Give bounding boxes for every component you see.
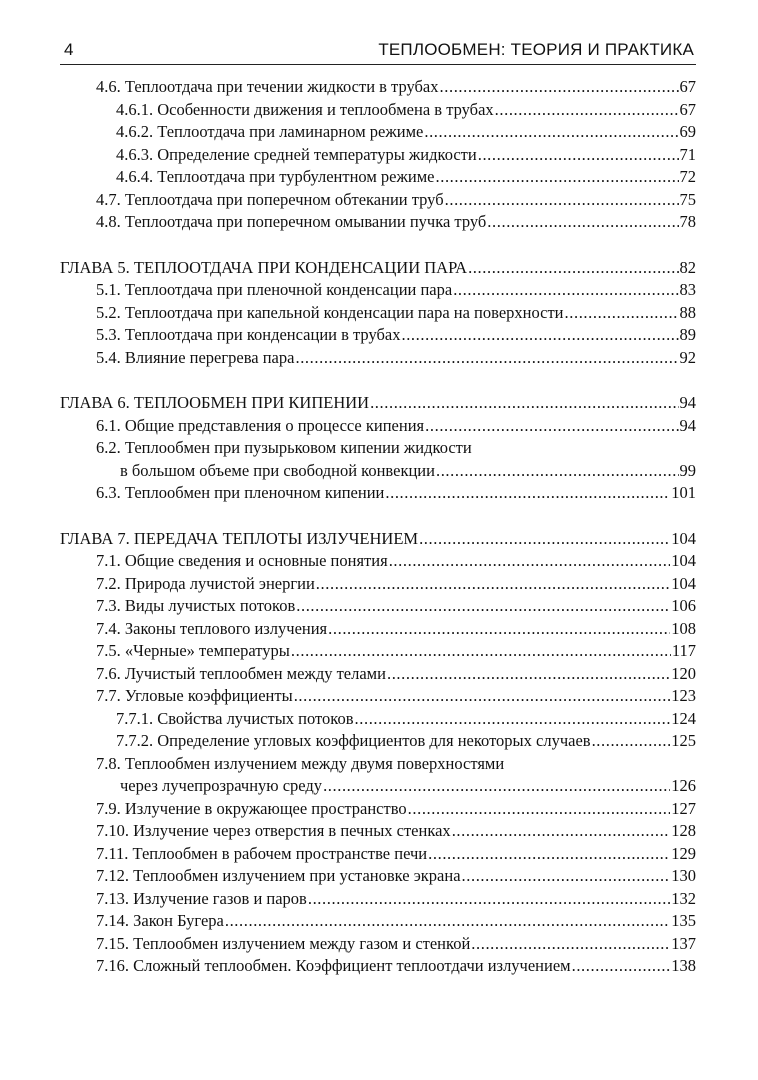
toc-entry-page: 104 xyxy=(671,551,696,570)
leader-dots xyxy=(424,121,678,144)
leader-dots xyxy=(452,820,671,843)
toc-entry-page: 99 xyxy=(679,460,696,480)
toc-chapter xyxy=(60,392,696,415)
toc-entry-title: 7.5. «Черные» температуры xyxy=(96,641,290,660)
leader-dots xyxy=(316,573,670,596)
leader-dots xyxy=(296,595,670,618)
toc-entry-title-line2: в большом объеме при свободной конвекции xyxy=(120,460,435,480)
toc-entry-page: 104 xyxy=(671,573,696,593)
toc-entry-title: 7.7.2. Определение угловых коэффициентов для некоторых случаев xyxy=(116,731,591,750)
leader-dots xyxy=(408,798,671,821)
toc-entry-title: 4.8. Теплоотдача при поперечном омывании пучка труб xyxy=(96,212,487,231)
toc-entry-page: 128 xyxy=(671,821,696,840)
toc-entry-page: 101 xyxy=(671,483,696,502)
spacer xyxy=(60,505,696,528)
page-number: 4 xyxy=(64,40,74,59)
toc-entry xyxy=(60,775,696,798)
toc-entry-title: 5.3. Теплоотдача при конденсации в трубах xyxy=(96,325,401,344)
toc-entry-page: 71 xyxy=(679,144,696,164)
toc-entry xyxy=(60,279,696,302)
toc-chapter xyxy=(60,528,696,551)
toc-entry xyxy=(60,685,696,708)
leader-dots xyxy=(355,708,671,731)
toc-entry xyxy=(60,189,696,212)
toc-entry xyxy=(60,573,696,596)
toc-entry-page: 137 xyxy=(671,933,696,953)
toc-entry-title: 5.1. Теплоотдача при пленочной конденсации пара xyxy=(96,280,453,299)
leader-dots xyxy=(462,865,671,888)
toc-entry-page: 78 xyxy=(679,212,696,231)
leader-dots xyxy=(401,324,678,347)
leader-dots xyxy=(294,685,671,708)
toc-entry-title: 7.13. Излучение газов и паров xyxy=(96,888,307,908)
toc-entry xyxy=(60,798,696,821)
leader-dots xyxy=(487,211,678,234)
toc-entry-page: 108 xyxy=(671,618,696,638)
toc-entry xyxy=(60,933,696,956)
toc-entry-title: 7.6. Лучистый теплообмен между телами xyxy=(96,663,386,683)
toc-entry xyxy=(60,595,696,618)
toc-entry-page: 69 xyxy=(679,122,696,141)
toc-entry-page: 124 xyxy=(671,708,696,728)
toc-entry-title: 7.1. Общие сведения и основные понятия xyxy=(96,551,388,570)
toc-entry-title: 7.7.1. Свойства лучистых потоков xyxy=(116,708,354,728)
toc-entry-page: 75 xyxy=(679,189,696,209)
spacer xyxy=(60,234,696,257)
toc-entry-page: 67 xyxy=(679,99,696,119)
leader-dots xyxy=(436,166,679,189)
leader-dots xyxy=(471,933,670,956)
toc-entry xyxy=(60,820,696,843)
leader-dots xyxy=(387,663,670,686)
leader-dots xyxy=(370,392,678,415)
table-of-contents xyxy=(60,76,696,978)
toc-entry-title: 7.7. Угловые коэффициенты xyxy=(96,686,293,705)
toc-entry xyxy=(60,640,696,663)
running-header xyxy=(60,38,696,65)
toc-entry xyxy=(60,888,696,911)
toc-entry-title-line1: 7.8. Теплообмен излучением между двумя поверхностями xyxy=(96,753,505,773)
toc-entry-title: 6.1. Общие представления о процессе кипения xyxy=(96,415,425,435)
leader-dots xyxy=(572,955,671,978)
leader-dots xyxy=(389,550,671,573)
toc-chapter-title: ГЛАВА 5. ТЕПЛООТДАЧА ПРИ КОНДЕНСАЦИИ ПАРА xyxy=(60,257,468,277)
leader-dots xyxy=(225,910,670,933)
leader-dots xyxy=(445,189,679,212)
toc-entry-page: 129 xyxy=(671,843,696,863)
toc-entry-title: 7.16. Сложный теплообмен. Коэффициент теплоотдачи излучением xyxy=(96,956,571,975)
toc-chapter-title: ГЛАВА 7. ПЕРЕДАЧА ТЕПЛОТЫ ИЗЛУЧЕНИЕМ xyxy=(60,528,419,548)
running-title: ТЕПЛООБМЕН: ТЕОРИЯ И ПРАКТИКА xyxy=(378,40,694,59)
leader-dots xyxy=(436,460,679,483)
toc-entry-page: 132 xyxy=(671,888,696,908)
toc-entry-title: 4.7. Теплоотдача при поперечном обтекании труб xyxy=(96,189,444,209)
toc-entry xyxy=(60,910,696,933)
leader-dots xyxy=(291,640,671,663)
leader-dots xyxy=(328,618,670,641)
toc-entry xyxy=(60,843,696,866)
leader-dots xyxy=(419,528,670,551)
toc-chapter-page: 94 xyxy=(679,393,696,412)
toc-entry xyxy=(60,144,696,167)
toc-chapter-title: ГЛАВА 6. ТЕПЛООБМЕН ПРИ КИПЕНИИ xyxy=(60,393,370,412)
leader-dots xyxy=(592,730,671,753)
leader-dots xyxy=(440,76,679,99)
toc-entry-title: 6.3. Теплообмен при пленочном кипении xyxy=(96,483,385,502)
toc-entry-page: 130 xyxy=(671,866,696,885)
toc-entry-page: 126 xyxy=(671,776,696,795)
toc-entry-title: 5.2. Теплоотдача при капельной конденсации пара на поверхности xyxy=(96,302,564,322)
leader-dots xyxy=(428,843,670,866)
toc-entry xyxy=(60,865,696,888)
toc-entry xyxy=(60,347,696,370)
toc-entry-title: 7.12. Теплообмен излучением при установке экрана xyxy=(96,866,461,885)
toc-entry-page: 88 xyxy=(679,302,696,322)
toc-entry-page: 127 xyxy=(671,798,696,818)
toc-entry xyxy=(60,211,696,234)
toc-entry xyxy=(60,663,696,686)
toc-entry-page: 138 xyxy=(671,956,696,975)
toc-entry-page: 92 xyxy=(679,347,696,367)
toc-entry-title: 7.14. Закон Бугера xyxy=(96,911,224,930)
toc-entry-title: 7.4. Законы теплового излучения xyxy=(96,618,328,638)
toc-entry-page: 67 xyxy=(679,77,696,96)
toc-chapter-page: 82 xyxy=(679,257,696,277)
toc-entry xyxy=(60,302,696,325)
toc-entry xyxy=(60,99,696,122)
toc-entry xyxy=(60,460,696,483)
toc-entry-page: 123 xyxy=(671,686,696,705)
toc-entry-title: 7.11. Теплообмен в рабочем пространстве печи xyxy=(96,843,428,863)
leader-dots xyxy=(308,888,670,911)
toc-entry-page: 83 xyxy=(679,280,696,299)
leader-dots xyxy=(385,482,670,505)
toc-entry-title: 5.4. Влияние перегрева пара xyxy=(96,347,295,367)
leader-dots xyxy=(425,415,678,438)
toc-entry-page: 135 xyxy=(671,911,696,930)
toc-entry xyxy=(60,415,696,438)
toc-entry-page: 125 xyxy=(671,731,696,750)
leader-dots xyxy=(323,775,670,798)
toc-entry-page: 117 xyxy=(671,641,696,660)
spacer xyxy=(60,369,696,392)
toc-entry-page: 106 xyxy=(671,596,696,615)
toc-entry-title: 4.6.4. Теплоотдача при турбулентном режиме xyxy=(116,167,435,186)
toc-entry-page: 120 xyxy=(671,663,696,683)
toc-entry xyxy=(60,121,696,144)
toc-entry-title: 7.10. Излучение через отверстия в печных стенках xyxy=(96,821,451,840)
toc-entry xyxy=(60,324,696,347)
toc-entry-page: 72 xyxy=(679,167,696,186)
leader-dots xyxy=(453,279,678,302)
toc-entry-title: 4.6.2. Теплоотдача при ламинарном режиме xyxy=(116,122,424,141)
toc-chapter-page: 104 xyxy=(671,528,696,548)
toc-entry-page: 89 xyxy=(679,325,696,344)
toc-entry xyxy=(60,618,696,641)
toc-chapter xyxy=(60,257,696,280)
leader-dots xyxy=(565,302,679,325)
toc-entry xyxy=(60,76,696,99)
toc-entry xyxy=(60,166,696,189)
toc-entry-title: 4.6.1. Особенности движения и теплообмена в трубах xyxy=(116,99,494,119)
toc-entry xyxy=(60,730,696,753)
leader-dots xyxy=(295,347,678,370)
toc-entry xyxy=(60,482,696,505)
toc-entry xyxy=(60,550,696,573)
toc-entry-page: 94 xyxy=(679,415,696,435)
leader-dots xyxy=(478,144,679,167)
toc-entry-title: 7.15. Теплообмен излучением между газом и стенкой xyxy=(96,933,471,953)
toc-entry-title: 7.3. Виды лучистых потоков xyxy=(96,596,296,615)
leader-dots xyxy=(495,99,679,122)
toc-entry xyxy=(60,955,696,978)
toc-entry-title: 4.6. Теплоотдача при течении жидкости в трубах xyxy=(96,77,439,96)
toc-entry-title: 7.9. Излучение в окружающее пространство xyxy=(96,798,407,818)
toc-entry-title: 4.6.3. Определение средней температуры жидкости xyxy=(116,144,477,164)
leader-dots xyxy=(468,257,678,280)
toc-entry-title-line1: 6.2. Теплообмен при пузырьковом кипении жидкости xyxy=(96,438,472,457)
toc-entry xyxy=(60,708,696,731)
toc-entry-title-line2: через лучепрозрачную среду xyxy=(120,776,323,795)
toc-entry-title: 7.2. Природа лучистой энергии xyxy=(96,573,315,593)
